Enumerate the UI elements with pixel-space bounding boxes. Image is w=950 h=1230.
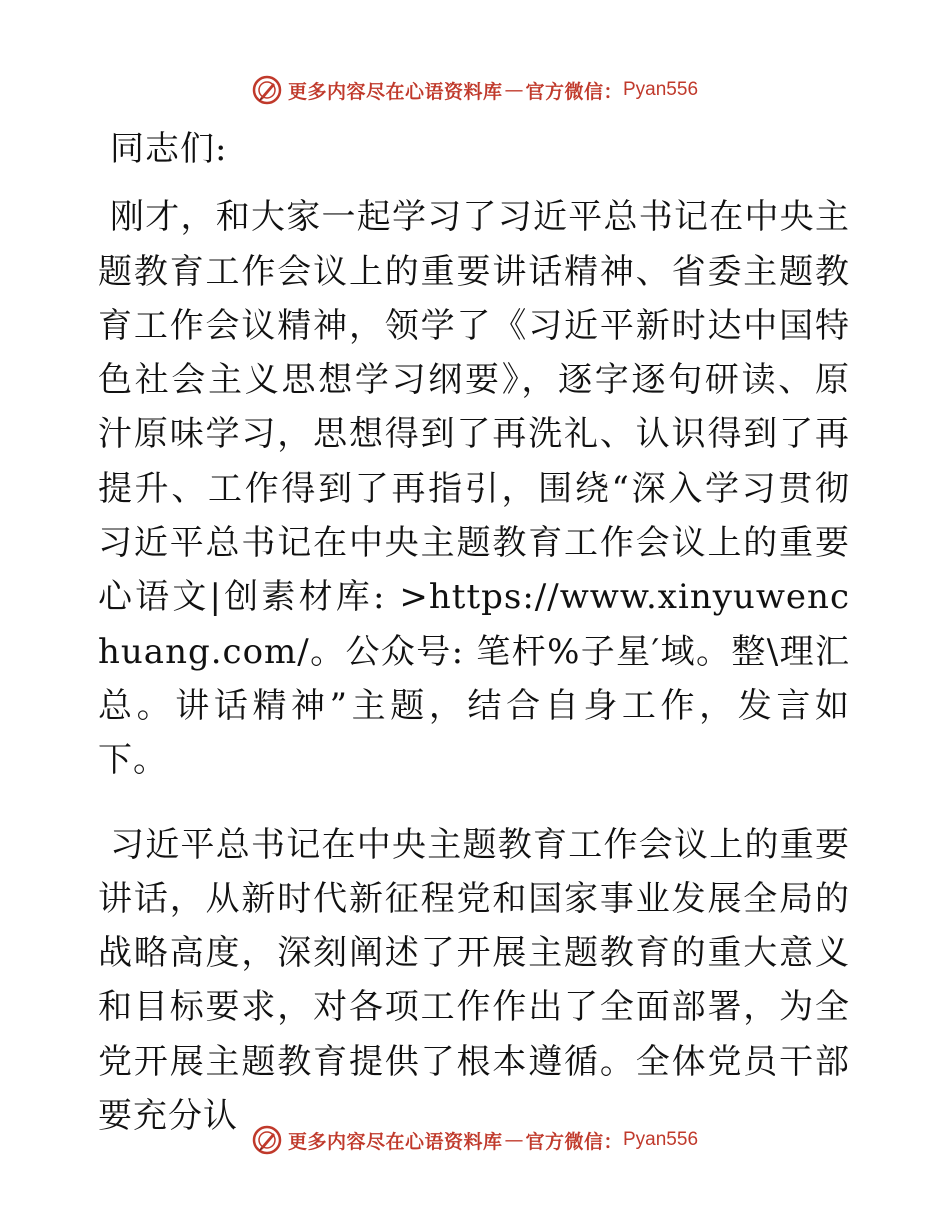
footer-separator: — <box>504 1129 524 1151</box>
document-body <box>98 122 850 1143</box>
header-banner <box>0 70 950 110</box>
salutation: 同志们: <box>110 129 228 169</box>
pen-logo-icon <box>252 75 282 105</box>
paragraph-1: 刚才，和大家一起学习了习近平总书记在中央主题教育工作会议上的重要讲话精神、省委主题教育工作会议精神，领学了《习近平新时达中国特色社会主义思想学习纲要》，逐字逐句研读、原汁原味学习，思想得到了再洗礼、认识得到了再提升、工作得到了再指引，围绕“深入学习贯彻习近平总书记在中央主题教育工作会议上的重要心语文|创素材库: >https://www.xinyuwenchuang.com/。公众号: 笔杆%子星′域。整\理汇总。讲话精神”主题，结合自身工作，发言如下。 <box>98 197 850 781</box>
banner-official-label: 官方微信： <box>525 80 623 103</box>
banner-handle: Pyan556 <box>623 79 699 100</box>
footer-official-label: 官方微信： <box>525 1130 623 1153</box>
banner-separator: — <box>504 79 524 101</box>
paragraph-2: 习近平总书记在中央主题教育工作会议上的重要讲话，从新时代新征程党和国家事业发展全局的战略高度，深刻阐述了开展主题教育的重大意义和目标要求，对各项工作作出了全面部署，为全党开展主题教育提供了根本遵循。全体党员干部要充分认 <box>98 824 850 1137</box>
banner-site-name: 更多内容尽在心语资料库 <box>287 80 503 103</box>
footer-banner <box>0 1120 950 1160</box>
pen-logo-icon <box>252 1125 282 1155</box>
footer-site-name: 更多内容尽在心语资料库 <box>287 1130 503 1153</box>
footer-handle: Pyan556 <box>623 1129 699 1150</box>
